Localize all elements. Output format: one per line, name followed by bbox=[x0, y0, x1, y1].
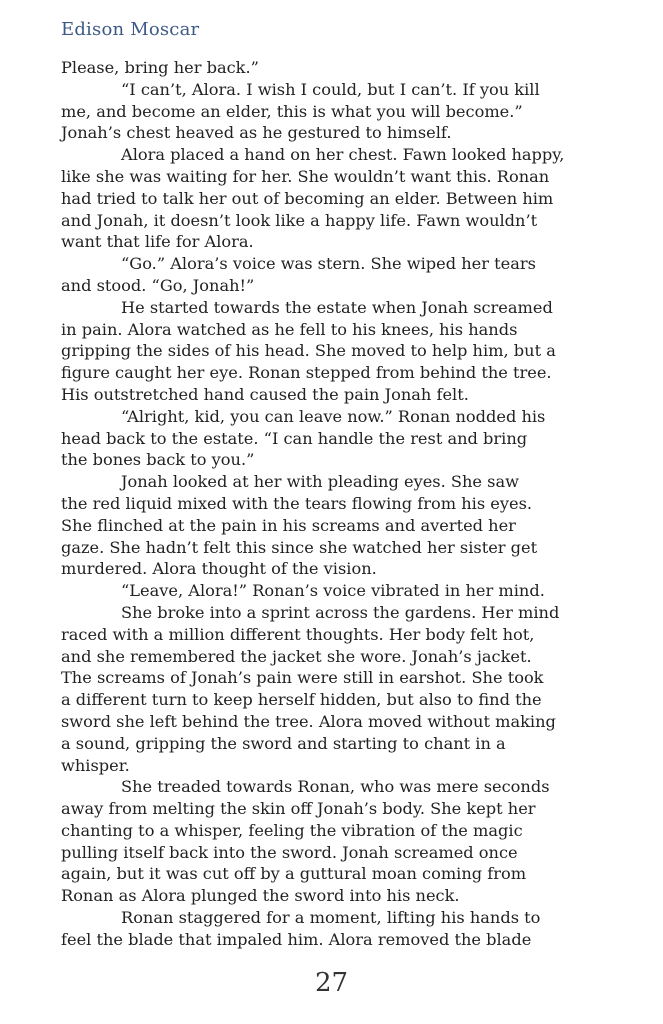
text-line: Jonah’s chest heaved as he gestured to himself. bbox=[61, 123, 452, 143]
text-line: and she remembered the jacket she wore. Jonah’s jacket. bbox=[61, 646, 532, 666]
text-line: like she was waiting for her. She wouldn’t want this. Ronan bbox=[61, 166, 550, 186]
paragraph-first-line: She treaded towards Ronan, who was mere seconds bbox=[121, 777, 550, 797]
text-line: the red liquid mixed with the tears flowing from his eyes. bbox=[61, 493, 533, 513]
paragraph-first-line: “Leave, Alora!” Ronan’s voice vibrated in her mind. bbox=[121, 581, 545, 601]
text-line: figure caught her eye. Ronan stepped from behind the tree. bbox=[61, 363, 552, 383]
text-line: and stood. “Go, Jonah!” bbox=[61, 275, 255, 295]
text-line: feel the blade that impaled him. Alora removed the blade bbox=[61, 929, 532, 949]
running-header-author: Edison Moscar bbox=[61, 19, 200, 40]
text-line: the bones back to you.” bbox=[61, 450, 255, 470]
paragraph-first-line: Alora placed a hand on her chest. Fawn looked happy, bbox=[121, 145, 565, 165]
text-line: murdered. Alora thought of the vision. bbox=[61, 559, 377, 579]
paragraph-first-line: Jonah looked at her with pleading eyes. She saw bbox=[121, 472, 519, 492]
text-line: a sound, gripping the sword and starting to chant in a bbox=[61, 733, 506, 753]
text-line: The screams of Jonah’s pain were still in earshot. She took bbox=[61, 668, 544, 688]
text-line: want that life for Alora. bbox=[61, 232, 254, 252]
text-line: a different turn to keep herself hidden, but also to find the bbox=[61, 690, 542, 710]
paragraph-first-line: “Go.” Alora’s voice was stern. She wiped her tears bbox=[121, 254, 536, 274]
text-line: sword she left behind the tree. Alora moved without making bbox=[61, 711, 556, 731]
text-line: again, but it was cut off by a guttural moan coming from bbox=[61, 864, 527, 884]
paragraph-first-line: “I can’t, Alora. I wish I could, but I can’t. If you kill bbox=[121, 79, 540, 99]
text-line: His outstretched hand caused the pain Jonah felt. bbox=[61, 384, 469, 404]
body-text bbox=[61, 57, 611, 951]
text-line: whisper. bbox=[61, 755, 130, 775]
paragraph-first-line: Ronan staggered for a moment, lifting his hands to bbox=[121, 908, 541, 928]
text-line: me, and become an elder, this is what you will become.” bbox=[61, 101, 523, 121]
text-line: gripping the sides of his head. She moved to help him, but a bbox=[61, 341, 556, 361]
text-line: had tried to talk her out of becoming an elder. Between him bbox=[61, 188, 554, 208]
text-line: gaze. She hadn’t felt this since she watched her sister get bbox=[61, 537, 538, 557]
text-line: She flinched at the pain in his screams and averted her bbox=[61, 515, 516, 535]
page-number: 27 bbox=[314, 968, 349, 998]
text-line: head back to the estate. “I can handle the rest and bring bbox=[61, 428, 528, 448]
paragraph-first-line: He started towards the estate when Jonah screamed bbox=[121, 297, 553, 317]
paragraph-first-line: She broke into a sprint across the gardens. Her mind bbox=[121, 602, 560, 622]
text-line: away from melting the skin off Jonah’s body. She kept her bbox=[61, 799, 536, 819]
text-line: chanting to a whisper, feeling the vibration of the magic bbox=[61, 820, 523, 840]
paragraph-first-line: “Alright, kid, you can leave now.” Ronan nodded his bbox=[121, 406, 546, 426]
text-line: Please, bring her back.” bbox=[61, 58, 259, 77]
text-line: Ronan as Alora plunged the sword into his neck. bbox=[61, 886, 460, 906]
text-line: raced with a million different thoughts. Her body felt hot, bbox=[61, 624, 535, 644]
text-line: in pain. Alora watched as he fell to his knees, his hands bbox=[61, 319, 518, 339]
text-line: and Jonah, it doesn’t look like a happy life. Fawn wouldn’t bbox=[61, 210, 538, 230]
text-line: pulling itself back into the sword. Jonah screamed once bbox=[61, 842, 518, 862]
